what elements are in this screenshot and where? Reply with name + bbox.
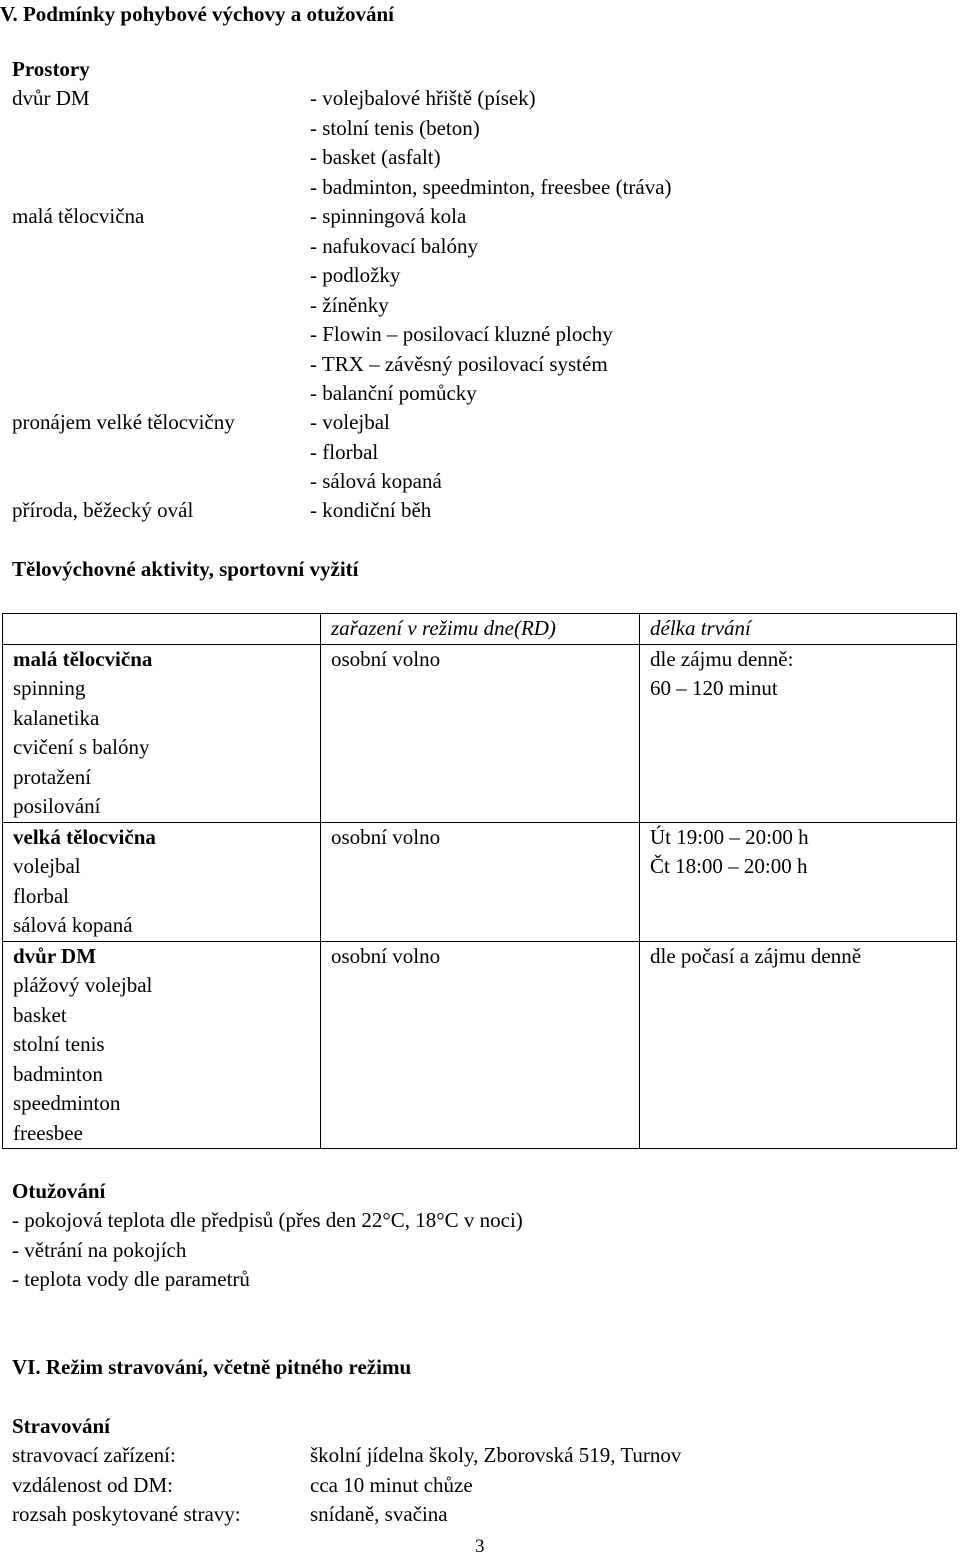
activity-item: plážový volejbal — [13, 973, 153, 997]
place-item: - florbal — [310, 439, 379, 464]
place-item: - sálová kopaná — [310, 469, 442, 493]
otuzovani-item: - pokojová teplota dle předpisů (přes den 22°C, 18°C v noci) — [12, 1208, 523, 1232]
activity-list-cell — [3, 941, 321, 1149]
stravovani-labels — [12, 1441, 241, 1530]
table-row — [3, 941, 957, 1149]
activity-item: protažení — [13, 764, 92, 789]
mode-cell — [321, 822, 640, 941]
place-items-list — [310, 202, 613, 409]
activities-table — [2, 613, 957, 1149]
activity-item: sálová kopaná — [13, 913, 133, 937]
place-item: - balanční pomůcky — [310, 381, 477, 405]
table-header-row — [3, 614, 957, 645]
place-items-list — [310, 496, 431, 526]
stravovani-value: školní jídelna školy, Zborovská 519, Turnov — [310, 1443, 682, 1467]
place-item: - badminton, speedminton, freesbee (tráva) — [310, 174, 672, 199]
duration-line: Čt 18:00 – 20:00 h — [650, 854, 808, 878]
table-header-cell: délka trvání — [640, 614, 957, 645]
page-number: 3 — [475, 1536, 485, 1557]
duration-cell — [640, 822, 957, 941]
activity-item: florbal — [13, 883, 69, 908]
stravovani-label: rozsah poskytované stravy: — [12, 1502, 241, 1526]
activity-item: kalanetika — [13, 705, 100, 730]
activity-item: cvičení s balóny — [13, 735, 150, 759]
mode-cell — [321, 941, 640, 1149]
stravovani-label: vzdálenost od DM: — [12, 1472, 173, 1497]
duration-line: dle počasí a zájmu denně — [650, 943, 862, 968]
otuzovani-heading: Otužování — [12, 1179, 106, 1203]
activity-group: velká tělocvična — [13, 824, 156, 849]
place-item: - spinningová kola — [310, 204, 467, 228]
otuzovani-item: - větrání na pokojích — [12, 1237, 187, 1262]
otuzovani-item: - teplota vody dle parametrů — [12, 1267, 250, 1291]
activity-list-cell — [3, 644, 321, 822]
duration-line: 60 – 120 minut — [650, 676, 778, 700]
activity-item: speedminton — [13, 1091, 121, 1115]
place-item: - volejbalové hřiště (písek) — [310, 86, 536, 110]
stravovani-value: snídaně, svačina — [310, 1502, 448, 1526]
activity-group: dvůr DM — [13, 943, 97, 968]
place-name: pronájem velké tělocvičny — [12, 410, 235, 434]
stravovani-label: stravovací zařízení: — [12, 1443, 176, 1467]
place-item: - kondiční běh — [310, 498, 432, 522]
place-item: - nafukovací balóny — [310, 233, 478, 258]
place-item: - žíněnky — [310, 292, 389, 317]
place-item: - podložky — [310, 263, 401, 287]
stravovani-value: cca 10 minut chůze — [310, 1472, 473, 1497]
mode-value: osobní volno — [331, 646, 441, 671]
activity-item: basket — [13, 1002, 67, 1027]
place-item: - volejbal — [310, 410, 390, 434]
section-5-title: V. Podmínky pohybové výchovy a otužování — [0, 2, 395, 26]
table-row — [3, 644, 957, 822]
mode-value: osobní volno — [331, 943, 441, 968]
stravovani-heading: Stravování — [12, 1414, 111, 1438]
place-name: malá tělocvična — [12, 204, 145, 228]
activity-item: volejbal — [13, 854, 81, 878]
duration-line: Út 19:00 – 20:00 h — [650, 824, 809, 849]
table-header-cell: zařazení v režimu dne(RD) — [321, 614, 640, 645]
activity-item: stolní tenis — [13, 1032, 105, 1056]
duration-cell — [640, 941, 957, 1149]
place-item: - stolní tenis (beton) — [310, 115, 480, 140]
table-header-cell — [3, 614, 321, 645]
place-items-list — [310, 408, 442, 497]
activity-item: posilování — [13, 794, 101, 818]
stravovani-values — [310, 1441, 681, 1530]
otuzovani-list — [12, 1206, 523, 1295]
table-row — [3, 822, 957, 941]
place-item: - Flowin – posilovací kluzné plochy — [310, 322, 613, 346]
mode-cell — [321, 644, 640, 822]
place-item: - basket (asfalt) — [310, 145, 441, 169]
place-name: dvůr DM — [12, 86, 90, 110]
activity-item: spinning — [13, 676, 86, 700]
activity-group: malá tělocvična — [13, 646, 153, 671]
duration-cell — [640, 644, 957, 822]
section-6-title: VI. Režim stravování, včetně pitného režimu — [12, 1355, 412, 1379]
activities-heading: Tělovýchovné aktivity, sportovní vyžití — [12, 557, 359, 581]
duration-line: dle zájmu denně: — [650, 646, 794, 671]
activity-item: freesbee — [13, 1120, 83, 1145]
place-name: příroda, běžecký ovál — [12, 498, 194, 522]
mode-value: osobní volno — [331, 824, 441, 849]
place-item: - TRX – závěsný posilovací systém — [310, 351, 608, 376]
activity-item: badminton — [13, 1061, 103, 1086]
place-items-list — [310, 84, 672, 202]
prostory-heading: Prostory — [12, 57, 90, 81]
activity-list-cell — [3, 822, 321, 941]
